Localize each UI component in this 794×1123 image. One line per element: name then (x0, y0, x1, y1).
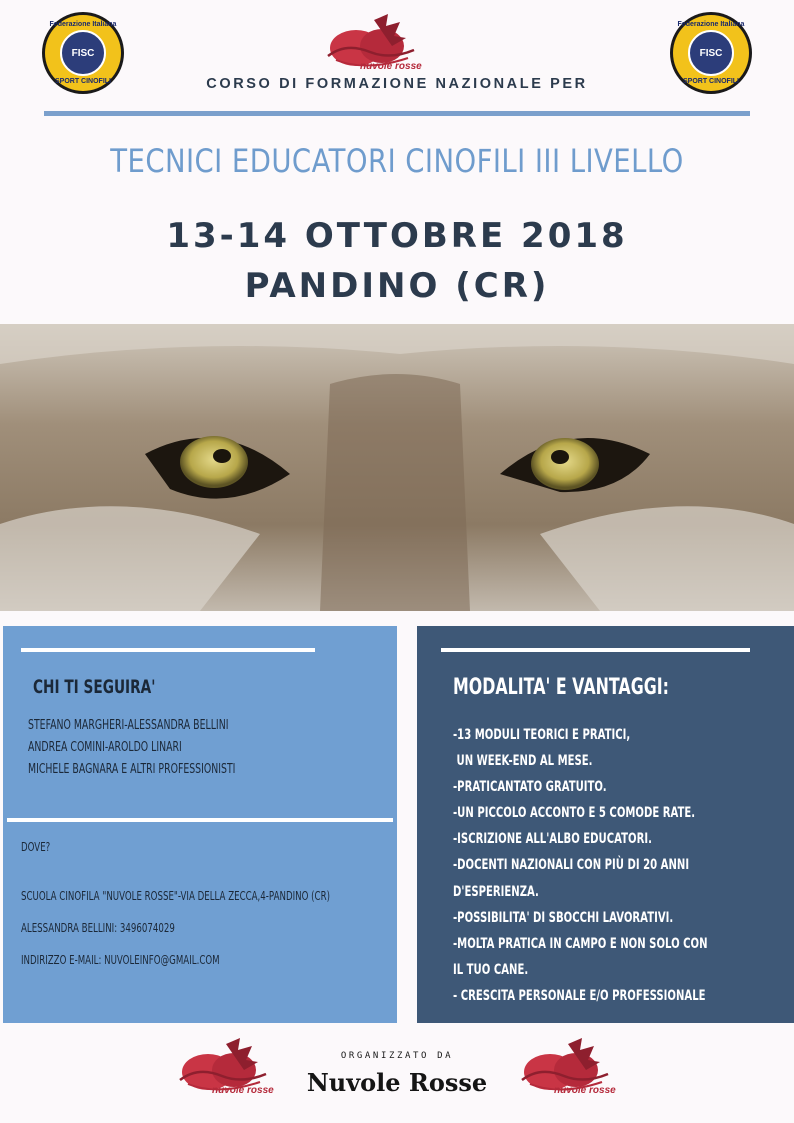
people-line-2: ANDREA COMINI-AROLDO LINARI (28, 740, 182, 755)
benefit-line-5: -ISCRIZIONE ALL'ALBO EDUCATORI. (453, 831, 652, 848)
left-panel-top-line (21, 648, 315, 652)
where-label: DOVE? (21, 840, 51, 854)
nuvole-rosse-logo-top (316, 12, 422, 76)
modalita-heading: MODALITA' E VANTAGGI: (453, 675, 669, 700)
wolf-eyes-photo (0, 324, 794, 611)
benefit-line-11: - CRESCITA PERSONALE E/O PROFESSIONALE (453, 987, 706, 1004)
nuvole-rosse-logo-text: nuvole rosse (212, 1085, 274, 1096)
nuvole-rosse-logo-text: nuvole rosse (360, 61, 422, 72)
benefit-line-2: UN WEEK-END AL MESE. (453, 753, 593, 770)
school-address: SCUOLA CINOFILA "NUVOLE ROSSE"-VIA DELLA ZECCA,4-PANDINO (CR) (21, 889, 330, 903)
header-divider (44, 111, 750, 116)
left-panel-mid-line (7, 818, 393, 822)
nuvole-rosse-logo-text: nuvole rosse (554, 1085, 616, 1096)
people-line-1: STEFANO MARGHERI-ALESSANDRA BELLINI (28, 718, 229, 733)
benefit-line-6: -DOCENTI NAZIONALI CON PIÙ DI 20 ANNI (453, 857, 690, 874)
people-line-3: MICHELE BAGNARA E ALTRI PROFESSIONISTI (28, 762, 236, 777)
fisc-bottom-text: SPORT CINOFILI (55, 78, 111, 85)
fisc-bottom-text: SPORT CINOFILI (683, 78, 739, 85)
benefit-line-3: -PRATICANTATO GRATUITO. (453, 779, 607, 796)
fisc-top-text: Federazione Italiana (677, 21, 745, 28)
course-line: CORSO DI FORMAZIONE NAZIONALE PER (206, 76, 588, 92)
event-place: PANDINO (CR) (244, 266, 550, 306)
organized-by-label: ORGANIZZATO DA (340, 1051, 454, 1061)
benefit-line-9: -MOLTA PRATICA IN CAMPO E NON SOLO CON (453, 935, 708, 952)
benefit-line-1: -13 MODULI TEORICI E PRATICI, (453, 727, 631, 743)
fisc-center-text: FISC (688, 30, 734, 76)
event-date: 13-14 OTTOBRE 2018 (166, 216, 628, 256)
right-panel-top-line (441, 648, 750, 652)
chi-ti-seguira-heading: CHI TI SEGUIRA' (33, 676, 156, 698)
contact-email: INDIRIZZO E-MAIL: NUVOLEINFO@GMAIL.COM (21, 953, 220, 967)
right-info-panel (417, 626, 794, 1023)
benefit-line-7: D'ESPERIENZA. (453, 883, 539, 900)
benefit-line-8: -POSSIBILITA' DI SBOCCHI LAVORATIVI. (453, 909, 674, 926)
fisc-center-text: FISC (60, 30, 106, 76)
organizer-name: Nuvole Rosse (306, 1068, 488, 1097)
fisc-top-text: Federazione Italiana (49, 21, 117, 28)
nuvole-rosse-logo-footer-right (510, 1036, 616, 1100)
page-title: TECNICI EDUCATORI CINOFILI III LIVELLO (110, 142, 684, 180)
benefit-line-4: -UN PICCOLO ACCONTO E 5 COMODE RATE. (453, 805, 696, 822)
left-info-panel (3, 626, 397, 1023)
contact-phone: ALESSANDRA BELLINI: 3496074029 (21, 921, 175, 935)
benefit-line-10: IL TUO CANE. (453, 961, 529, 978)
